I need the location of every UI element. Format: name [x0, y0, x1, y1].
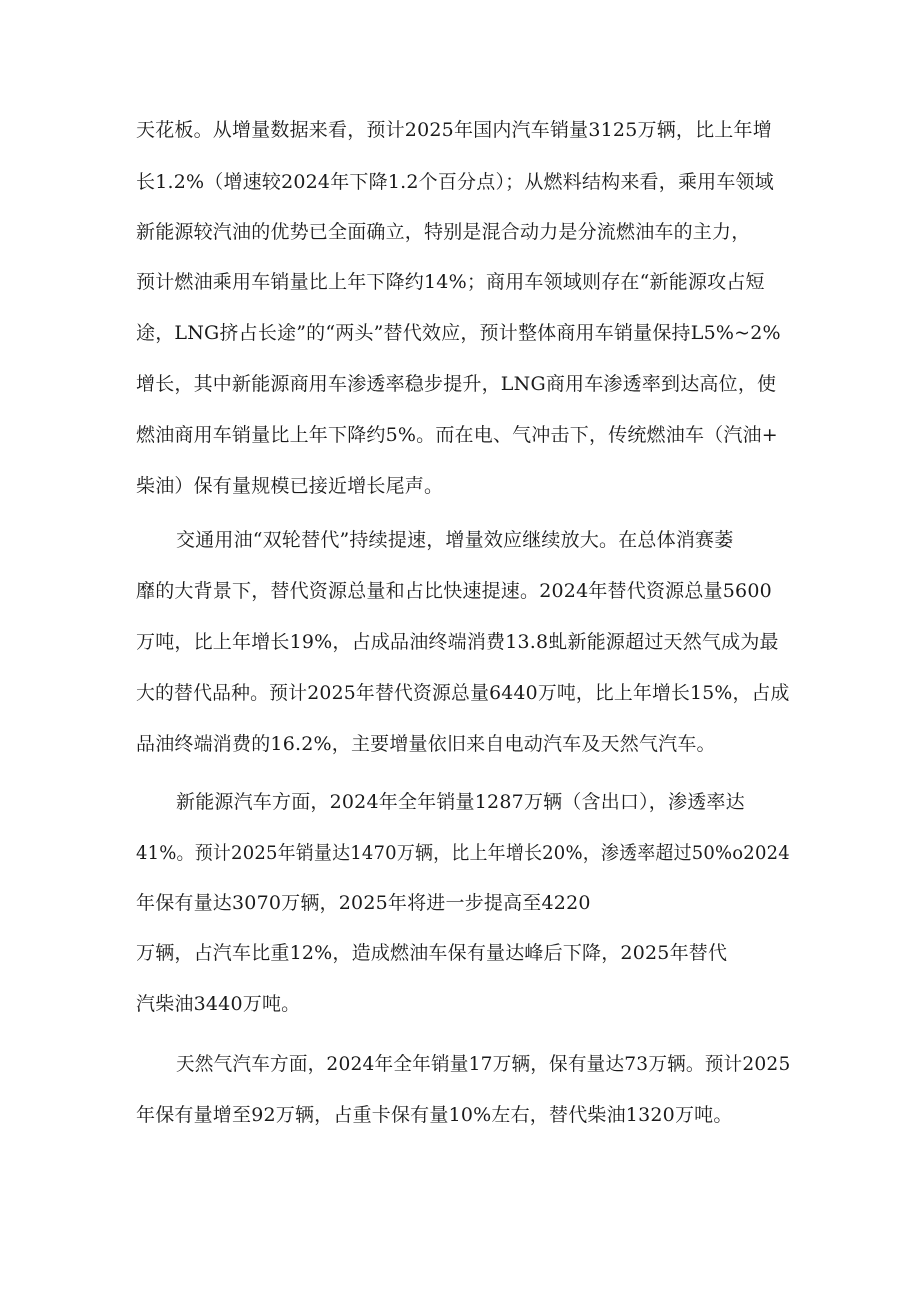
text-line: 大的替代品种。预计2025年替代资源总量6440万吨，比上年增长15%，占成: [136, 682, 790, 704]
text-line: 靡的大背景下，替代资源总量和占比快速提速。2024年替代资源总量5600: [136, 580, 772, 602]
text-line: 途，LNG挤占长途”的“两头”替代效应，预计整体商用车销量保持L5%~2%: [136, 322, 781, 344]
text-line: 天然气汽车方面，2024年全年销量17万辆，保有量达73万辆。预计2025: [176, 1053, 791, 1075]
text-line: 天花板。从增量数据来看，预计2025年国内汽车销量3125万辆，比上年增: [136, 119, 772, 141]
text-line: 燃油商用车销量比上年下降约5%。而在电、气冲击下，传统燃油车（汽油+: [136, 424, 778, 446]
text-line: 万辆，占汽车比重12%，造成燃油车保有量达峰后下降，2025年替代: [136, 942, 728, 964]
text-line: 年保有量增至92万辆，占重卡保有量10%左右，替代柴油1320万吨。: [136, 1104, 733, 1126]
text-line: 交通用油“双轮替代”持续提速，增量效应继续放大。在总体消赛萎: [176, 529, 734, 551]
text-line: 新能源汽车方面，2024年全年销量1287万辆（含出口），渗透率达: [176, 791, 745, 813]
text-line: 品油终端消费的16.2%，主要增量依旧来自电动汽车及天然气汽车。: [136, 733, 716, 755]
text-line: 增长，其中新能源商用车渗透率稳步提升，LNG商用车渗透率到达高位，使: [136, 373, 777, 395]
text-line: 万吨，比上年增长19%，占成品油终端消费13.8虬新能源超过天然气成为最: [136, 631, 779, 653]
text-line: 预计燃油乘用车销量比上年下降约14%；商用车领域则存在“新能源攻占短: [136, 271, 765, 293]
text-line: 汽柴油3440万吨。: [136, 993, 301, 1015]
text-line: 年保有量达3070万辆，2025年将进一步提高至4220: [136, 892, 591, 914]
text-line: 柴油）保有量规模已接近增长尾声。: [136, 475, 444, 497]
text-line: 41%。预计2025年销量达1470万辆，比上年增长20%，渗透率超过50%o2024: [136, 842, 790, 864]
text-line: 长1.2%（增速较2024年下降1.2个百分点）；从燃料结构来看，乘用车领域: [136, 171, 774, 193]
text-line: 新能源较汽油的优势已全面确立，特别是混合动力是分流燃油车的主力，: [136, 221, 751, 243]
